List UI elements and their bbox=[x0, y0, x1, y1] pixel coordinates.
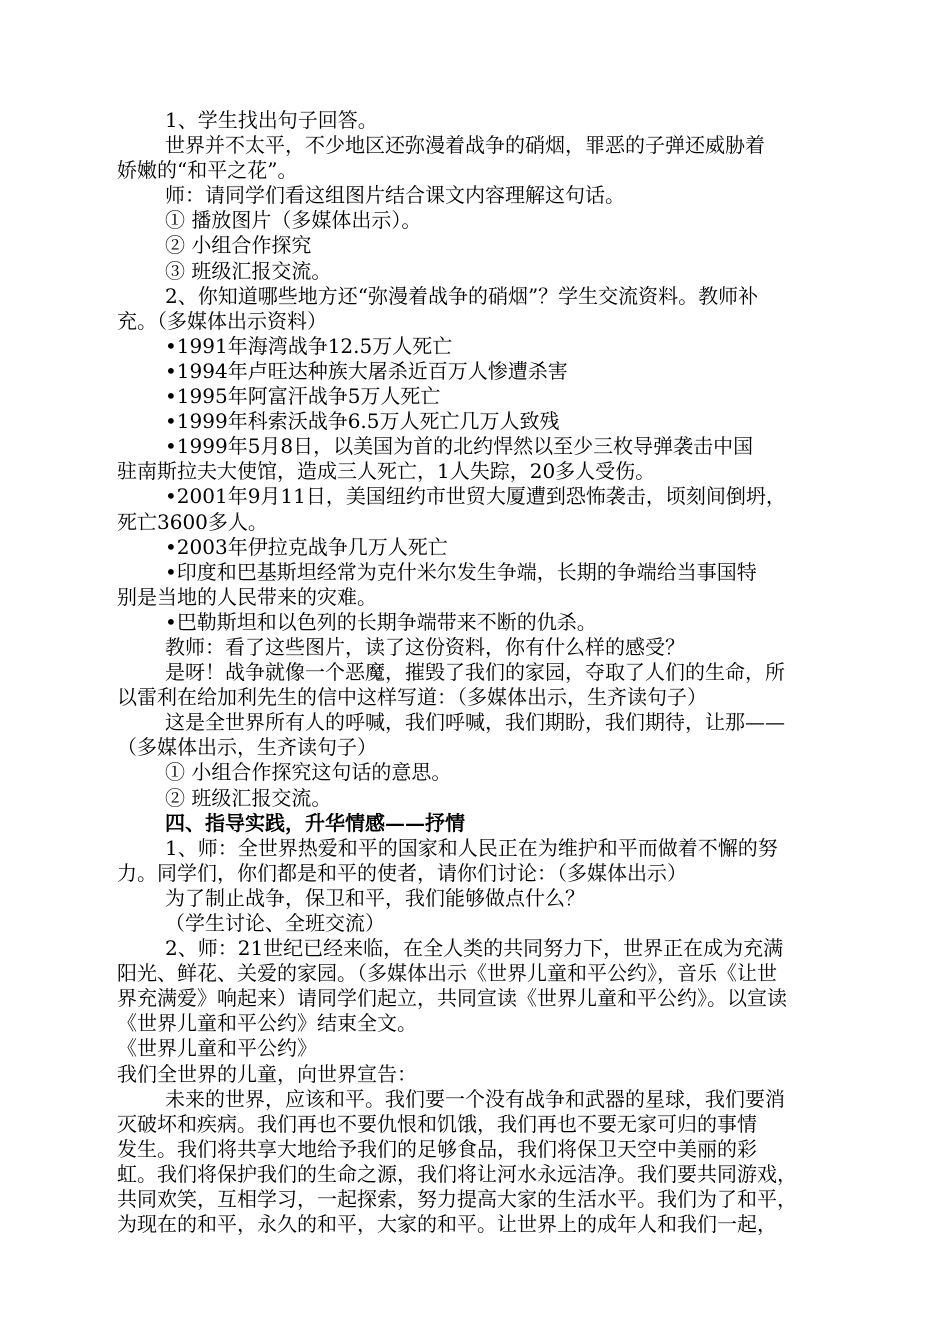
text-line: •印度和巴基斯坦经常为克什米尔发生争端，长期的争端给当事国特 bbox=[165, 559, 757, 584]
text-line: 这是全世界所有人的呼喊，我们呼喊，我们期盼，我们期待，让那—— bbox=[165, 710, 785, 735]
text-line: 未来的世界，应该和平。我们要一个没有战争和武器的星球，我们要消 bbox=[165, 1086, 785, 1111]
text-line: •1999年科索沃战争6.5万人死亡几万人致残 bbox=[165, 409, 560, 434]
text-line: 阳光、鲜花、关爱的家园。（多媒体出示《世界儿童和平公约》，音乐《让世 bbox=[117, 961, 777, 986]
text-line: 师：请同学们看这组图片结合课文内容理解这句话。 bbox=[165, 183, 625, 208]
text-line: •2003年伊拉克战争几万人死亡 bbox=[165, 534, 448, 559]
text-line: ① 播放图片（多媒体出示）。 bbox=[165, 208, 422, 233]
text-line: 驻南斯拉夫大使馆，造成三人死亡，1人失踪，20多人受伤。 bbox=[117, 459, 656, 484]
text-line: •1991年海湾战争12.5万人死亡 bbox=[165, 333, 453, 358]
text-line: 以雷利在给加利先生的信中这样写道：（多媒体出示，生齐读句子） bbox=[117, 685, 707, 710]
text-line: 世界并不太平，不少地区还弥漫着战争的硝烟，罪恶的子弹还威胁着 bbox=[165, 133, 765, 158]
text-line: 2、你知道哪些地方还“弥漫着战争的硝烟”？学生交流资料。教师补 bbox=[165, 283, 759, 308]
text-line: 教师：看了这些图片，读了这份资料，你有什么样的感受？ bbox=[165, 634, 685, 659]
text-line: •1995年阿富汗战争5万人死亡 bbox=[165, 384, 441, 409]
text-line: ③ 班级汇报交流。 bbox=[165, 258, 332, 283]
text-line: 力。同学们，你们都是和平的使者，请你们讨论：（多媒体出示） bbox=[117, 860, 687, 885]
text-line: •2001年9月11日，美国纽约市世贸大厦遭到恐怖袭击，顷刻间倒坍， bbox=[165, 484, 786, 509]
text-line: 灭破坏和疾病。我们再也不要仇恨和饥饿，我们再也不要无家可归的事情 bbox=[117, 1111, 757, 1136]
document-body bbox=[117, 108, 837, 1237]
text-line: 死亡3600多人。 bbox=[117, 509, 268, 534]
text-line: ② 小组合作探究 bbox=[165, 233, 312, 258]
text-line: 虹。我们将保护我们的生命之源，我们将让河水永远洁净。我们要共同游戏， bbox=[117, 1161, 797, 1186]
text-line: 1、学生找出句子回答。 bbox=[165, 108, 378, 132]
text-line: 发生。我们将共享大地给予我们的足够食品，我们将保卫天空中美丽的彩 bbox=[117, 1136, 757, 1161]
text-line: 为了制止战争，保卫和平，我们能够做点什么？ bbox=[165, 885, 585, 910]
text-line: •1994年卢旺达种族大屠杀近百万人惨遭杀害 bbox=[165, 358, 568, 383]
text-line: •巴勒斯坦和以色列的长期争端带来不断的仇杀。 bbox=[165, 609, 597, 634]
text-line: ① 小组合作探究这句话的意思。 bbox=[165, 760, 452, 785]
text-line: （多媒体出示，生齐读句子） bbox=[117, 735, 377, 760]
text-line: 充。（多媒体出示资料） bbox=[117, 308, 327, 333]
text-line: 别是当地的人民带来的灾难。 bbox=[117, 584, 377, 609]
section-heading: 四、指导实践，升华情感——抒情 bbox=[165, 810, 465, 835]
text-line: 2、师：21世纪已经来临，在全人类的共同努力下，世界正在成为充满 bbox=[165, 936, 784, 961]
text-line: 1、师：全世界热爱和平的国家和人民正在为维护和平而做着不懈的努 bbox=[165, 835, 778, 860]
text-line: 娇嫩的“和平之花”。 bbox=[117, 158, 298, 183]
text-line: 是呀！战争就像一个恶魔，摧毁了我们的家园，夺取了人们的生命，所 bbox=[165, 660, 785, 685]
text-line: ② 班级汇报交流。 bbox=[165, 785, 332, 810]
text-line: 我们全世界的儿童，向世界宣告： bbox=[117, 1061, 417, 1086]
text-line: 共同欢笑，互相学习，一起探索，努力提高大家的生活水平。我们为了和平， bbox=[117, 1187, 797, 1212]
text-line: 《世界儿童和平公约》结束全文。 bbox=[117, 1011, 417, 1036]
text-line: 《世界儿童和平公约》 bbox=[117, 1036, 317, 1061]
text-line: •1999年5月8日，以美国为首的北约悍然以至少三枚导弹袭击中国 bbox=[165, 434, 754, 459]
text-line: 为现在的和平，永久的和平，大家的和平。让世界上的成年人和我们一起， bbox=[117, 1212, 777, 1237]
text-line: （学生讨论、全班交流） bbox=[165, 911, 385, 935]
text-line: 界充满爱》响起来）请同学们起立，共同宣读《世界儿童和平公约》。以宣读 bbox=[117, 986, 787, 1011]
